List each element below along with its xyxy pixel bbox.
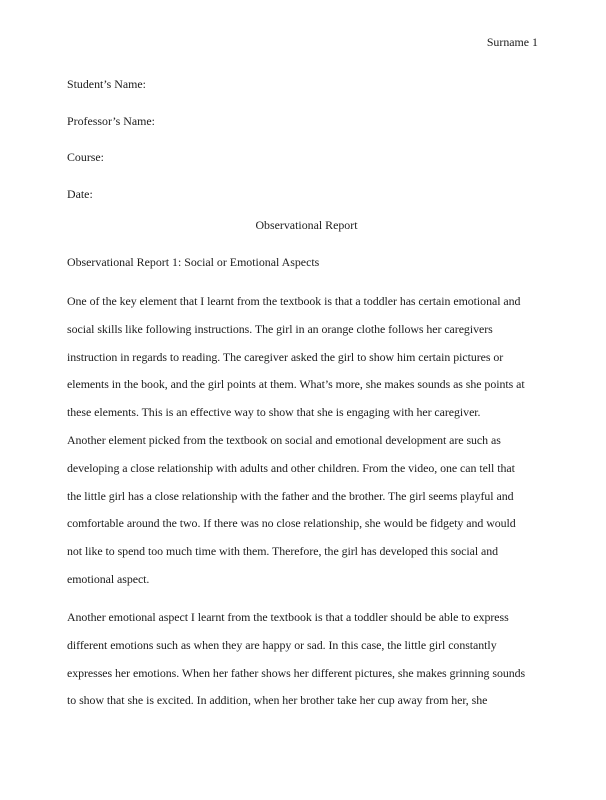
professor-name-line: Professor’s Name: — [67, 113, 155, 128]
body-line: instruction in regards to reading. The caregiver asked the girl to show him certain pictures or — [67, 349, 504, 364]
body-line: Another emotional aspect I learnt from the textbook is that a toddler should be able to express — [67, 610, 509, 624]
body-line: elements in the book, and the girl points at them. What’s more, she makes sounds as she points at — [67, 377, 525, 392]
body-line: to show that she is excited. In addition, when her brother take her cup away from her, she — [67, 693, 488, 708]
student-name-line: Student’s Name: — [67, 77, 146, 91]
section-heading: Observational Report 1: Social or Emotional Aspects — [67, 255, 320, 269]
body-line: emotional aspect. — [67, 571, 150, 586]
body-line: these elements. This is an effective way to show that she is engaging with her caregiver. — [67, 405, 481, 420]
body-line: not like to spend too much time with them. Therefore, the girl has developed this social and — [67, 544, 499, 559]
body-line: social skills like following instructions. The girl in an orange clothe follows her caregivers — [67, 321, 493, 336]
running-head-surname: Surname 1 — [486, 35, 538, 49]
body-line: One of the key element that I learnt from the textbook is that a toddler has certain emotional and — [67, 294, 521, 308]
paragraph-1 — [67, 288, 606, 594]
body-line: expresses her emotions. When her father shows her different pictures, she makes grinning sounds — [67, 665, 526, 680]
date-line: Date: — [67, 186, 93, 201]
paragraph-2 — [67, 604, 606, 715]
body-line: Another element picked from the textbook on social and emotional development are such as — [67, 432, 501, 447]
document-title: Observational Report — [255, 218, 358, 232]
course-line: Course: — [67, 150, 104, 165]
body-line: developing a close relationship with adults and other children. From the video, one can tell that — [67, 460, 515, 475]
body-line: the little girl has a close relationship with the father and the brother. The girl seems playful and — [67, 488, 514, 503]
body-line: comfortable around the two. If there was no close relationship, she would be fidgety and would — [67, 516, 516, 531]
body-line: different emotions such as when they are happy or sad. In this case, the little girl constantly — [67, 637, 497, 652]
mla-header-block — [67, 66, 539, 212]
